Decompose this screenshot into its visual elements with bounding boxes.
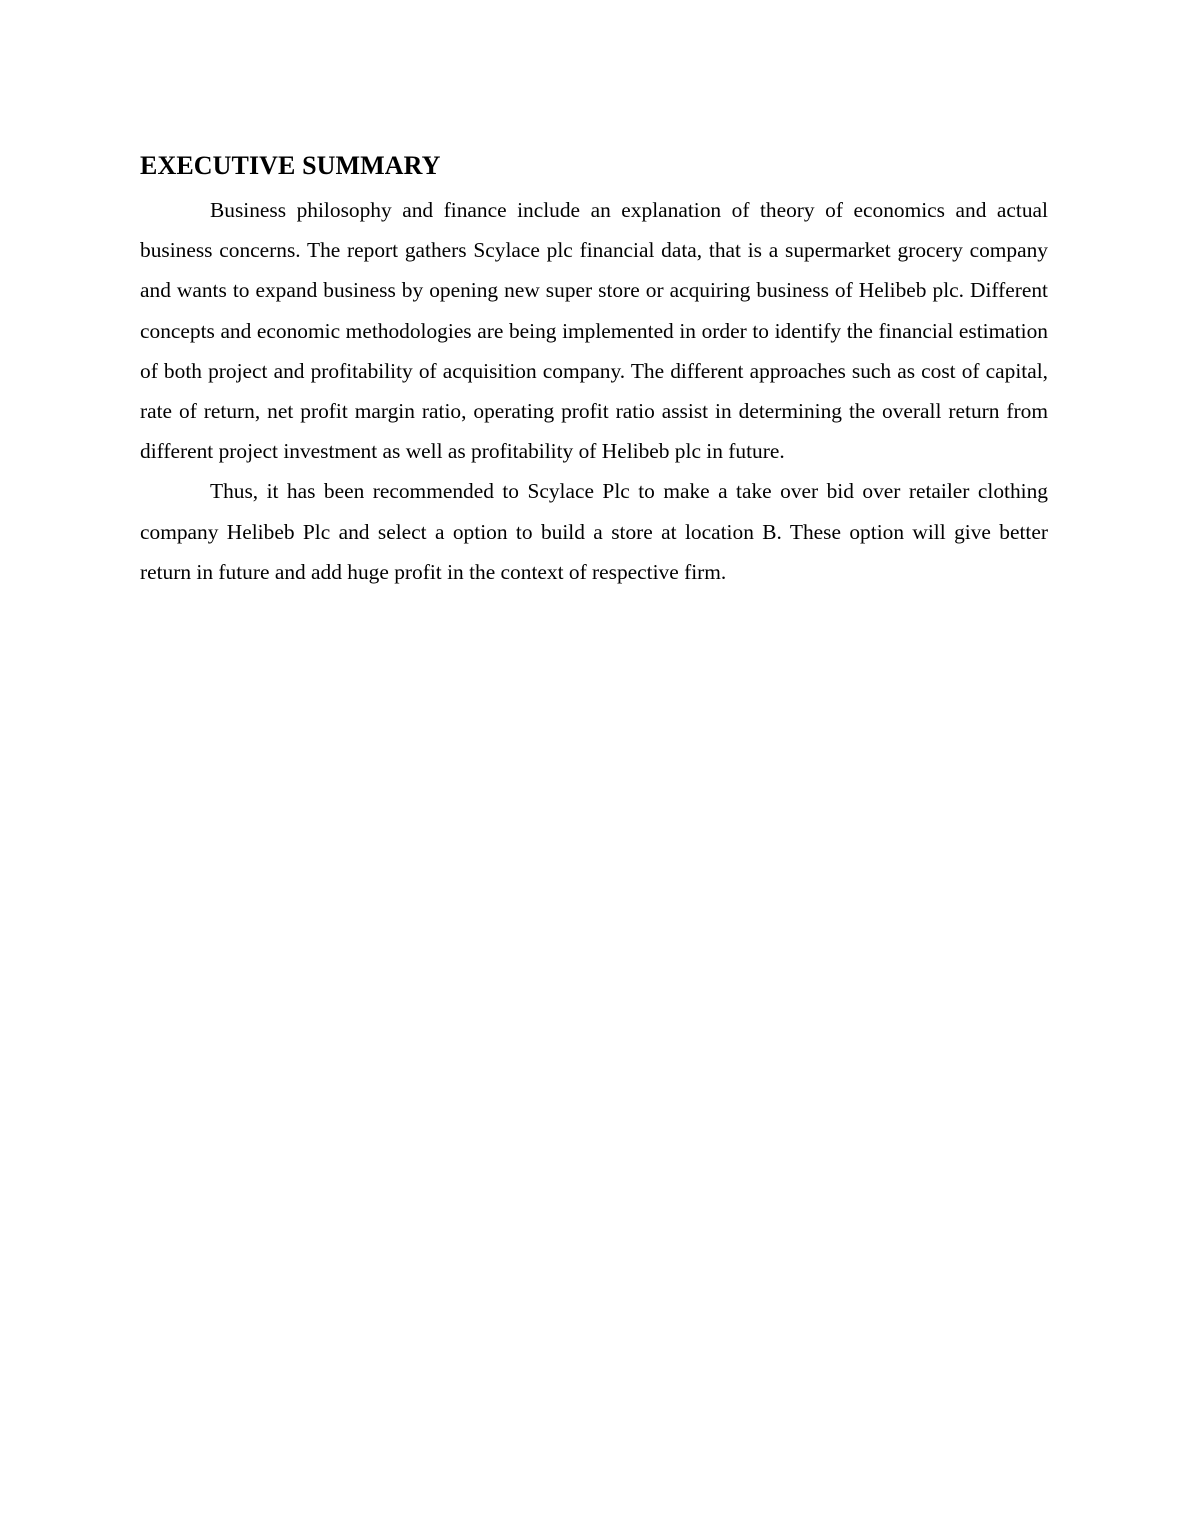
executive-summary-section (140, 146, 1048, 592)
summary-paragraph-2: Thus, it has been recommended to Scylace Plc to make a take over bid over retailer clothing company Helibeb Plc and select a option to build a store at location B. These option will give better return in future and add huge profit in the context of respective firm. (140, 479, 1048, 584)
summary-paragraph-1: Business philosophy and finance include an explanation of theory of economics and actual business concerns. The report gathers Scylace plc financial data, that is a supermarket grocery company and wants to expand business by opening new super store or acquiring business of Helibeb plc. Different concepts and economic methodologies are being implemented in order to identify the financial estimation of both project and profitability of acquisition company. The different approaches such as cost of capital, rate of return, net profit margin ratio, operating profit ratio assist in determining the overall return from different project investment as well as profitability of Helibeb plc in future. (140, 198, 1048, 464)
section-heading: EXECUTIVE SUMMARY (140, 151, 441, 180)
